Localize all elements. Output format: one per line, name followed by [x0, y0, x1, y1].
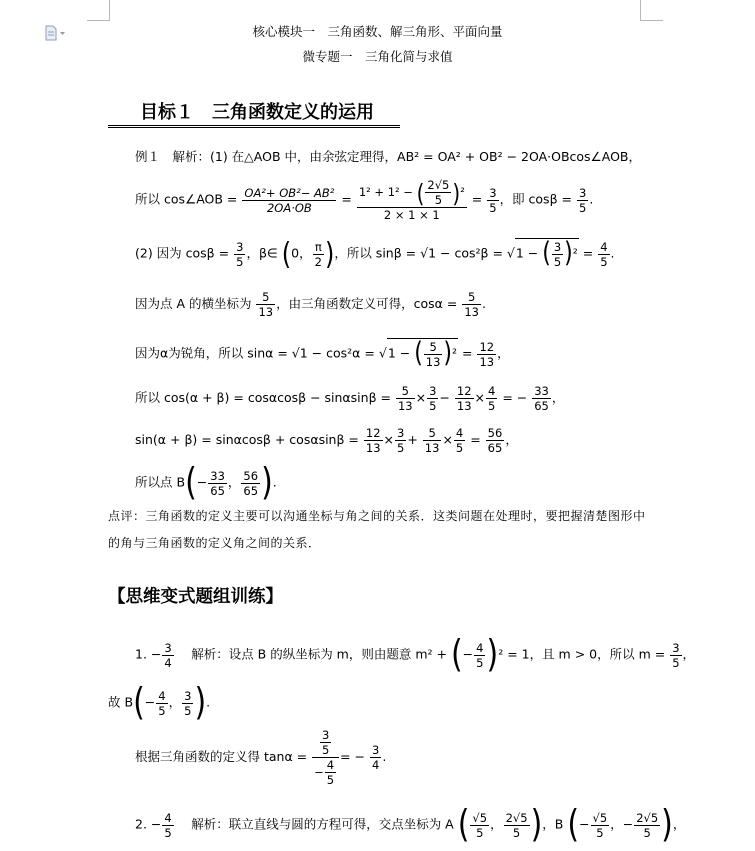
- example-line-2: 所以 cos∠AOB = $\frac{\text{OA²+ OB²− AB²}}{2OA\cdot OB}$ = 1² + 1² − ( $\frac{2√5}{5}$ )² 2 × 1 × 1 = $\frac{3}{5}$ ，即 cosβ = $\frac{3}{5}$ .: [135, 177, 594, 222]
- example-line-5: 因为α为锐角，所以 sinα = √1 − cos²α = √1 − ( $\frac{5}{13}$ )² = $\frac{12}{13}$ ，: [135, 337, 510, 369]
- exercise-2-line-1: 2. − $\frac{4}{5}$ 解析：联立直线与圆的方程可得，交点坐标为 A ( $\frac{√5}{5}$ ， $\frac{2√5}{5}$ )，B (− $\frac{√5}{5}$ ，− $\frac{2√5}{5}$ )，: [135, 802, 686, 847]
- example-line-8: 所以点 B(− $\frac{33}{65}$ ， $\frac{56}{65}$ ).: [135, 460, 277, 505]
- example-line-3: (2) 因为 cosβ = $\frac{3}{5}$ ，β∈ (0， $\frac{\pi}{2}$ )，所以 sinβ = √1 − cos²β = √1 − ( $\frac{3}{5}$ )² = $\frac{4}{5}$ .: [135, 236, 615, 272]
- section-heading: 【思维变式题组训练】: [108, 587, 283, 607]
- header-line-1: 核心模块一 三角函数、解三角形、平面向量: [252, 24, 503, 39]
- exercise-1-line-2: 故 B(− $\frac{4}{5}$ ， $\frac{3}{5}$ ).: [108, 680, 211, 725]
- exercise-1-line-3: 根据三角函数的定义得 tanα = $\frac{3}{5}$ − $\frac{4}{5}$ = − $\frac{3}{4}$ .: [135, 728, 387, 787]
- example-line-6: 所以 cos(α + β) = cosαcosβ − sinαsinβ = $\frac{5}{13}$ × $\frac{3}{5}$ − $\frac{12}{13}$ × $\frac{4}{5}$ = − $\frac{33}{65}$ ，: [135, 384, 565, 413]
- header-line-2: 微专题一 三角化简与求值: [302, 49, 453, 64]
- example-line-7: sin(α + β) = sinαcosβ + cosαsinβ = $\frac{12}{13}$ × $\frac{3}{5}$ + $\frac{5}{13}$ × $\frac{4}{5}$ = $\frac{56}{65}$ ，: [135, 426, 518, 455]
- comment-paragraph: 点评：三角函数的定义主要可以沟通坐标与角之间的关系．这类问题在处理时，要把握清楚图形中的角与三角函数的定义角之间的关系．: [108, 509, 646, 550]
- page-corner-mark: [87, 0, 110, 21]
- goal-heading: 目标１ 三角函数定义的运用: [108, 98, 400, 128]
- page-corner-mark: [640, 0, 663, 21]
- example-line-4: 因为点 A 的横坐标为 $\frac{5}{13}$ ，由三角函数定义可得，cosα = $\frac{5}{13}$ .: [135, 290, 486, 319]
- example-line-1: 例１ 解析：(1) 在△AOB 中，由余弦定理得，AB² = OA² + OB² − 2OA·OBcos∠AOB，: [135, 149, 642, 164]
- exercise-1-line-1: 1. − $\frac{3}{4}$ 解析：设点 B 的纵坐标为 m，则由题意 m² + (− $\frac{4}{5}$ )² = 1，且 m > 0，所以 m = $\frac{3}{5}$ ，: [135, 632, 696, 677]
